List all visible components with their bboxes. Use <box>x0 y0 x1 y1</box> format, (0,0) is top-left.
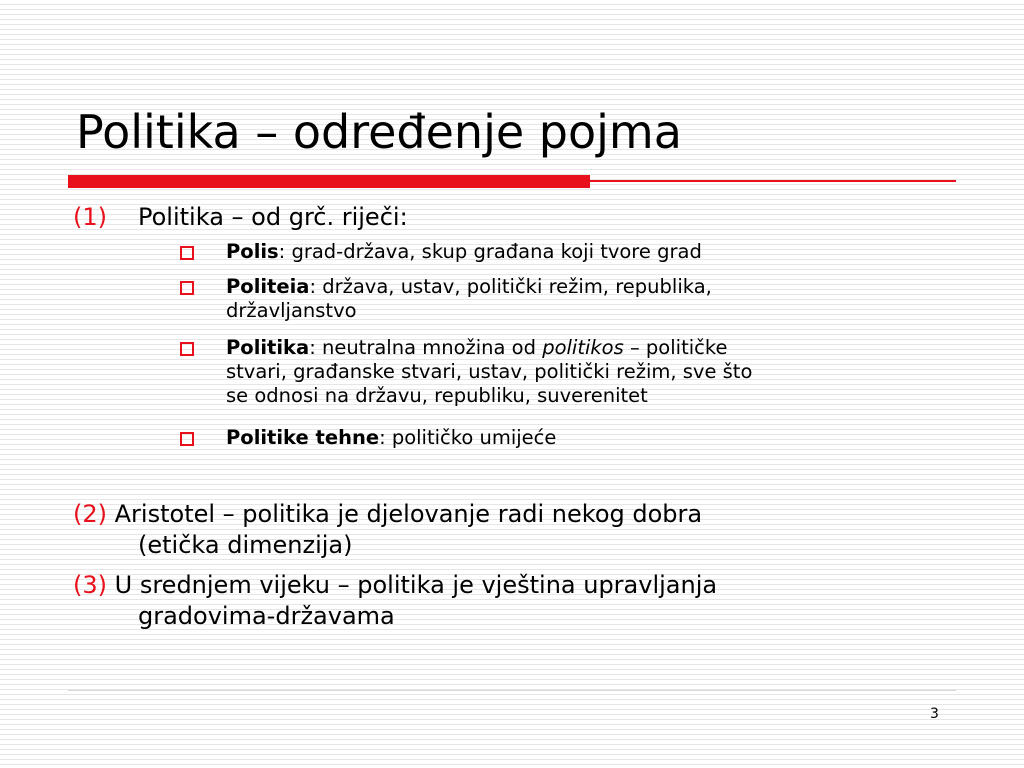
sub-item-emphasis: politikos <box>542 336 624 359</box>
square-bullet-icon <box>180 246 194 260</box>
item-text-continued: gradovima-državama <box>138 602 395 630</box>
sub-item-politike-tehne <box>226 426 946 450</box>
sub-item-text: se odnosi na državu, republiku, suverenitet <box>226 384 648 407</box>
title-underline-thick <box>68 175 590 188</box>
sub-item-term: Politeia <box>226 275 310 298</box>
sub-item-politika <box>226 336 946 408</box>
sub-item-text: – političke <box>623 336 728 359</box>
slide-title: Politika – određenje pojma <box>76 105 682 159</box>
title-underline-thin <box>590 180 956 182</box>
sub-item-term: Polis <box>226 240 279 263</box>
sub-item-polis <box>226 240 946 264</box>
square-bullet-icon <box>180 432 194 446</box>
item-text: Aristotel – politika je djelovanje radi nekog dobra <box>114 500 703 528</box>
item-number: (2) <box>73 500 107 528</box>
list-item-3 <box>73 570 953 632</box>
slide-number: 3 <box>930 706 939 722</box>
sub-item-text: : političko umijeće <box>379 426 557 449</box>
square-bullet-icon <box>180 281 194 295</box>
list-item-1 <box>73 202 408 232</box>
sub-item-term: Politike tehne <box>226 426 380 449</box>
item-text-continued: (etička dimenzija) <box>138 531 353 559</box>
item-number: (1) <box>73 203 107 231</box>
sub-item-politeia <box>226 275 946 323</box>
sub-item-text: : neutralna množina od <box>309 336 543 359</box>
item-text: Politika – od grč. riječi: <box>138 203 408 231</box>
item-number: (3) <box>73 571 107 599</box>
list-item-2 <box>73 499 953 561</box>
sub-item-text: državljanstvo <box>226 299 357 322</box>
square-bullet-icon <box>180 342 194 356</box>
sub-item-text: : grad-država, skup građana koji tvore grad <box>278 240 702 263</box>
sub-item-text: : država, ustav, politički režim, republika, <box>309 275 712 298</box>
sub-item-term: Politika <box>226 336 310 359</box>
item-text: U srednjem vijeku – politika je vještina upravljanja <box>114 571 718 599</box>
sub-item-text: stvari, građanske stvari, ustav, politički režim, sve što <box>226 360 753 383</box>
footer-divider <box>68 690 956 691</box>
